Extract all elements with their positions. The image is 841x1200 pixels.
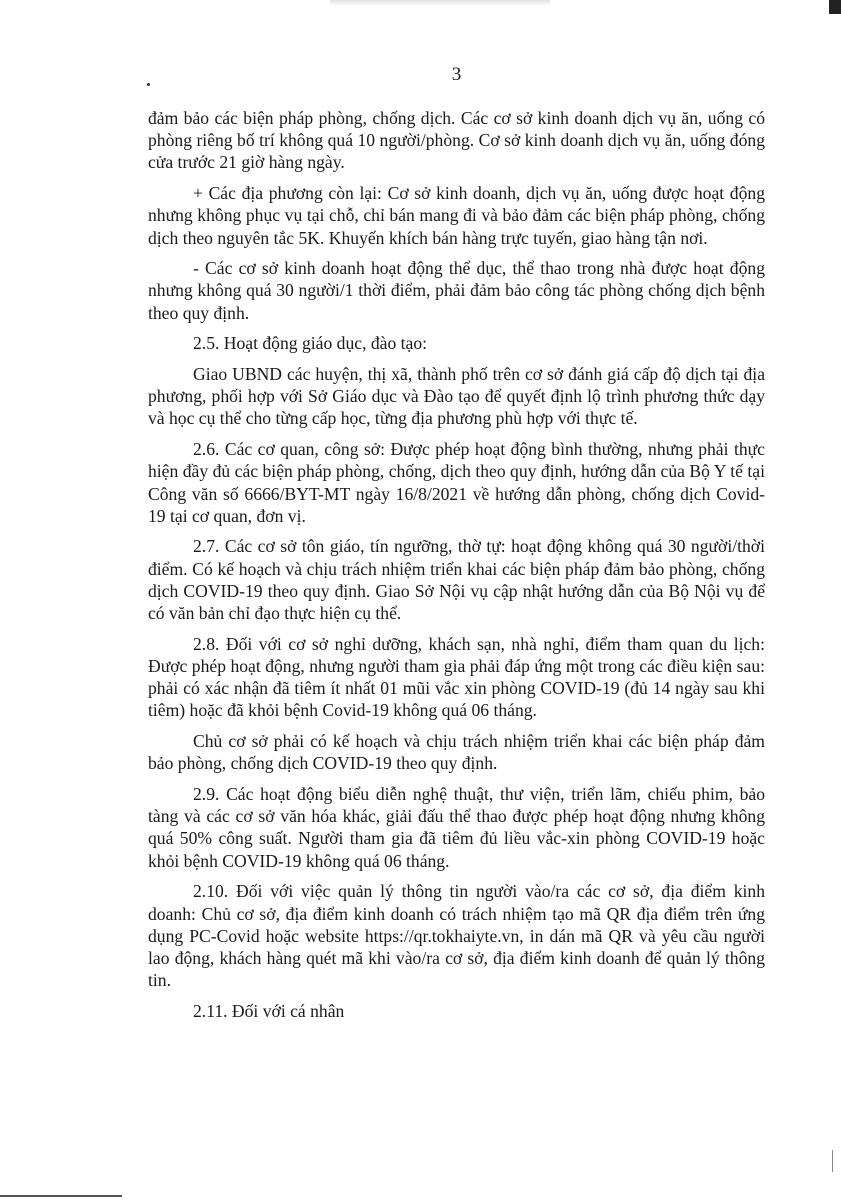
scan-artifact-top: [330, 0, 550, 6]
paragraph-2-9: 2.9. Các hoạt động biểu diễn nghệ thuật, thư viện, triển lãm, chiếu phim, bảo tàng và các cơ sở văn hóa khác, giải đấu thể thao được phép hoạt động nhưng không quá 50% công suất. Người tham gia đã tiêm đủ liều vắc-xin phòng COVID-19 hoặc khỏi bệnh COVID-19 không quá 06 tháng.: [148, 783, 765, 871]
paragraph-education: Giao UBND các huyện, thị xã, thành phố trên cơ sở đánh giá cấp độ dịch tại địa phương, phối hợp với Sở Giáo dục và Đào tạo để quyết định lộ trình phương thức dạy và học cụ thể cho từng cấp học, từng địa phương phù hợp với thực tế.: [148, 364, 765, 429]
scan-artifact-corner: [829, 0, 841, 14]
paragraph-2-7: 2.7. Các cơ sở tôn giáo, tín ngưỡng, thờ tự: hoạt động không quá 30 người/thời điểm. Có kế hoạch và chịu trách nhiệm triển khai các biện pháp đảm bảo phòng, chống dịch COVID-19 theo quy định. Giao Sở Nội vụ cập nhật hướng dẫn của Bộ Nội vụ để có văn bản chỉ đạo thực hiện cụ thể.: [148, 536, 765, 624]
paragraph-2-10: 2.10. Đối với việc quản lý thông tin người vào/ra các cơ sở, địa điểm kinh doanh: Chủ cơ sở, địa điểm kinh doanh có trách nhiệm tạo mã QR địa điểm trên ứng dụng PC-Covid hoặc website https://qr.tokhaiyte.vn, in dán mã QR và yêu cầu người lao động, khách hàng quét mã khi vào/ra cơ sở, địa điểm kinh doanh để quản lý thông tin.: [148, 881, 765, 991]
scan-artifact-bottom: [0, 1195, 122, 1197]
paragraph-2-6: 2.6. Các cơ quan, công sở: Được phép hoạt động bình thường, nhưng phải thực hiện đầy đủ các biện pháp phòng, chống, dịch theo quy định, hướng dẫn của Bộ Y tế tại Công văn số 6666/BYT-MT ngày 16/8/2021 về hướng dẫn phòng, chống dịch Covid-19 tại cơ quan, đơn vị.: [148, 439, 765, 526]
paragraph-2-8: 2.8. Đối với cơ sở nghỉ dưỡng, khách sạn, nhà nghỉ, điểm tham quan du lịch: Được phép hoạt động, nhưng người tham gia phải đáp ứng một trong các điều kiện sau: phải có xác nhận đã tiêm ít nhất 01 mũi vắc xin phòng COVID-19 (đủ 14 ngày sau khi tiêm) hoặc đã khỏi bệnh Covid-19 không quá 06 tháng.: [148, 633, 765, 721]
paragraph-other-localities: + Các địa phương còn lại: Cơ sở kinh doanh, dịch vụ ăn, uống được hoạt động nhưng không phục vụ tại chỗ, chỉ bán mang đi và bảo đảm các biện pháp phòng, chống dịch theo nguyên tắc 5K. Khuyến khích bán hàng trực tuyến, giao hàng tận nơi.: [148, 183, 765, 248]
page-number: 3: [451, 64, 462, 85]
document-body: [148, 107, 765, 1031]
paragraph-owner-responsibility: Chủ cơ sở phải có kế hoạch và chịu trách nhiệm triển khai các biện pháp đảm bảo phòng, chống dịch COVID-19 theo quy định.: [148, 731, 765, 774]
paragraph-sports-facilities: - Các cơ sở kinh doanh hoạt động thể dục, thể thao trong nhà được hoạt động nhưng không quá 30 người/1 thời điểm, phải đảm bảo công tác phòng chống dịch bệnh theo quy định.: [148, 258, 765, 323]
paragraph-continuation: đảm bảo các biện pháp phòng, chống dịch. Các cơ sở kinh doanh dịch vụ ăn, uống có phòng riêng bố trí không quá 10 người/phòng. Cơ sở kinh doanh dịch vụ ăn, uống đóng cửa trước 21 giờ hàng ngày.: [148, 108, 765, 173]
scan-artifact-right: [832, 1150, 833, 1172]
heading-2-11: 2.11. Đối với cá nhân: [193, 1000, 345, 1021]
heading-2-5: 2.5. Hoạt động giáo dục, đào tạo:: [193, 333, 428, 354]
